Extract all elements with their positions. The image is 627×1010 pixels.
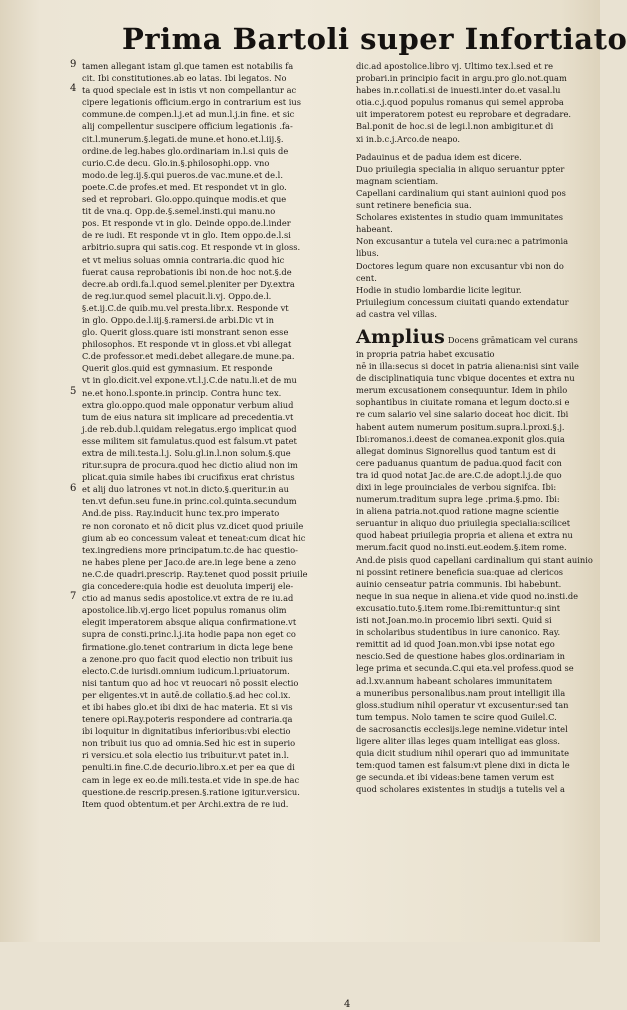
text-line: electo.C.de iurisdi.omnium iudicum.l.priuatorum. xyxy=(82,665,290,676)
text-line: dixi in lege prouinciales de verbou signifca. Ibi: xyxy=(356,482,557,492)
margin-number: 9 xyxy=(70,59,77,70)
text-line: cipere legationis officium.ergo in contrarium est ius xyxy=(82,97,301,108)
decorated-initial: Amplius xyxy=(356,325,446,348)
text-line: re cum salario vel sine salario doceat hoc dicit. Ibi xyxy=(356,409,569,420)
text-line: j.de reb.dub.l.quidam relegatus.ergo implicat quod xyxy=(82,423,297,434)
text-line: ritur.supra de procura.quod hec dictio aliud non im xyxy=(82,460,298,471)
summary-note: sunt retinere beneficia sua. xyxy=(356,200,472,211)
summary-notes xyxy=(356,151,582,320)
margin-number: 4 xyxy=(344,999,351,1010)
text-line: tit de vna.q. Opp.de.§.semel.insti.qui manu.no xyxy=(82,206,276,217)
text-line: et vt melius soluas omnia contraria.dic quod hic xyxy=(82,254,285,265)
text-line: sophantibus in ciuitate romana et legum docto.si e xyxy=(356,397,570,408)
text-line: ne.C.de quadri.prescrip. Ray.tenet quod possit priuile xyxy=(82,568,308,579)
text-line: dic.ad apostolice.libro vj. Ultimo tex.l.sed et re xyxy=(356,61,554,71)
text-line: a muneribus personalibus.nam prout intelligit illa xyxy=(356,687,566,698)
text-line: xi in.b.c.j.Arco.de neapo. xyxy=(356,133,460,144)
text-line: cam in lege ex eo.de mili.testa.et vide in spe.de hac xyxy=(82,774,300,785)
text-line: ad.l.xv.annum habeant scholares immunitatem xyxy=(356,675,553,686)
text-line: probari.in principio facit in argu.pro glo.not.quam xyxy=(356,73,567,84)
text-line: Ibi:romanos.i.deest de comanea.exponit glos.quia xyxy=(356,433,565,444)
text-line: glo. Querit gloss.quare isti monstrant senon esse xyxy=(82,327,289,338)
text-line: neque in sua neque in aliena.et vide quod no.insti.de xyxy=(356,590,579,601)
text-line: modo.de leg.ij.§.qui pueros.de vac.mune.et de.l. xyxy=(82,169,283,180)
text-line: gloss.studium nihil operatur vt excusentur:sed tan xyxy=(356,699,569,710)
text-line: poete.C.de profes.et med. Et respondet vt in glo. xyxy=(82,181,287,192)
text-line: de sacrosanctis ecclesijs.lege nemine.videtur intel xyxy=(356,723,568,734)
left-column xyxy=(82,60,328,810)
text-line: otia.c.j.quod populus romanus qui semel approba xyxy=(356,97,564,108)
running-title: Prima Bartoli super Infortiato xyxy=(122,22,627,56)
text-line: esse militem sit famulatus.quod est falsum.vt patet xyxy=(82,435,297,446)
text-line: gium ab eo concessum valeat et teneat:cum dicat hic xyxy=(82,532,306,543)
amplius-first-line xyxy=(356,326,582,348)
text-line: penulti.in fine.C.de decurio.libro.x.et per ea que di xyxy=(82,762,295,773)
text-line: And.de pisis quod capellani cardinalium qui stant auinio xyxy=(356,554,593,565)
margin-number: 4 xyxy=(70,83,77,95)
text-line: merum excusationem consequuntur. Idem in philo xyxy=(356,385,568,396)
text-line: habent autem numerum positum.supra.l.proxi.§.j. xyxy=(356,421,565,432)
summary-note: Hodie in studio lombardie licite legitur. xyxy=(356,284,522,295)
text-line: habes in.r.collati.si de inuesti.inter do.et vasal.lu xyxy=(356,85,561,96)
text-line: apostolice.lib.vj.ergo licet populus romanus olim xyxy=(82,605,287,616)
summary-note: Doctores legum quare non excusantur vbi non do xyxy=(356,260,564,271)
text-line: tex.ingrediens more principatum.tc.de hac questio- xyxy=(82,544,298,555)
text-line: philosophos. Et responde vt in gloss.et vbi allegat xyxy=(82,339,292,350)
text-line: de disciplinatiquia tunc vbique docentes et extra nu xyxy=(356,373,575,384)
summary-note: Priuilegium concessum ciuitati quando extendatur xyxy=(356,296,569,307)
summary-note: Padauinus et de padua idem est dicere. xyxy=(356,151,522,162)
text-line: lege prima et secunda.C.qui eta.vel profess.quod se xyxy=(356,663,574,674)
text-line: et ibi habes glo.et ibi dixi de hac materia. Et si vis xyxy=(82,701,293,712)
text-line: in propria patria habet excusatio xyxy=(356,348,495,359)
text-line: commune.de compen.l.j.et ad mun.l.j.in fine. et sic xyxy=(82,109,295,120)
summary-note: Scholares existentes in studio quam immunitates xyxy=(356,212,564,223)
text-line: firmatione.glo.tenet contrarium in dicta lege bene xyxy=(82,641,293,652)
text-line: tem:quod tamen est falsum:vt plene dixi in dicta le xyxy=(356,760,570,771)
text-line: ne habes plene per Jaco.de are.in lege bene a zeno xyxy=(82,556,296,567)
text-line: arbitrio.supra qui satis.cog. Et responde vt in gloss. xyxy=(82,242,301,253)
text-line: ctio ad manus sedis apostolice.vt extra de re iu.ad xyxy=(82,593,294,604)
right-column xyxy=(356,60,593,795)
text-line: nisi tantum quo ad hoc vt reuocari nō possit electio xyxy=(82,677,299,688)
text-line: Querit glos.quid est gymnasium. Et responde xyxy=(82,363,273,374)
amplius-first-line-text: Docens grāmaticam vel curans xyxy=(447,334,578,345)
margin-number: 6 xyxy=(70,482,77,494)
text-line: nē in illa:secus si docet in patria aliena:nisi sint vaile xyxy=(356,361,579,372)
text-line: elegit imperatorem absque aliqua confirmatione.vt xyxy=(82,617,297,628)
summary-note: libus. xyxy=(356,248,379,259)
margin-number: 5 xyxy=(70,385,77,397)
text-line: numerum.traditum supra lege .prima.§.pmo. Ibi: xyxy=(356,494,560,505)
text-line: quod habeat priuilegia propria et aliena et extra nu xyxy=(356,530,573,541)
text-line: sed et reprobari. Glo.oppo.quinque modis.et que xyxy=(82,194,287,205)
text-line: isti not.Joan.mo.in procemio libri sexti. Quid si xyxy=(356,615,552,626)
text-line: Bal.ponit de hoc.si de legi.l.non ambigitur.et di xyxy=(356,121,554,132)
text-line: ordine.de leg.habes glo.ordinariam in.l.si quis de xyxy=(82,145,289,156)
text-line: cit.l.munerum.§.legati.de mune.et hono.et.l.iij.§. xyxy=(82,133,284,144)
text-line: auinio censeatur patria communis. Ibi habebunt. xyxy=(356,578,562,589)
text-line: merum.facit quod no.insti.eut.eodem.§.item rome. xyxy=(356,542,567,553)
text-line: remittit ad id quod Joan.mon.vbi ipse notat ego xyxy=(356,639,555,650)
text-line: non tribuit ius quo ad omnia.Sed hic est in superio xyxy=(82,738,296,749)
text-line: a zenone.pro quo facit quod electio non tribuit ius xyxy=(82,653,293,664)
right-column-top-text xyxy=(356,60,582,145)
text-line: extra de mili.testa.l.j. Solu.gl.in.l.non solum.§.que xyxy=(82,448,291,458)
text-line: alij compellentur suscipere officium legationis .fa- xyxy=(82,121,293,132)
text-line: tenere opi.Ray.poteris respondere ad contraria.qa xyxy=(82,714,293,725)
margin-number: 7 xyxy=(70,591,77,603)
text-line: Item quod obtentum.et per Archi.extra de re iud. xyxy=(82,798,289,809)
text-line: ge secunda.et ibi videas:bene tamen verum est xyxy=(356,772,555,783)
text-line: plicat.quia simile habes ibi crucifixus erat christus xyxy=(82,472,295,483)
text-line: in aliena patria.not.quod ratione magne scientie xyxy=(356,506,559,517)
text-line: quod scholares existentes in studijs a tutelis vel a xyxy=(356,784,565,795)
text-line: §.et.ij.C.de quib.mu.vel presta.libr.x. Responde vt xyxy=(82,302,289,313)
text-line: in scholaribus studentibus in iure canonico. Ray. xyxy=(356,627,561,638)
text-line: nescio.Sed de questione habes glos.ordinariam in xyxy=(356,651,565,662)
text-line: And.de piss. Ray.inducit hunc tex.pro imperato xyxy=(82,508,280,519)
text-line: de re iudi. Et responde vt in glo. Item oppo.de.l.si xyxy=(82,230,291,241)
text-line: et alij duo latrones vt not.in dicto.§.queritur.in au xyxy=(82,484,289,495)
text-line: ibi loquitur in dignitatibus inferioribus:vbi electio xyxy=(82,726,291,737)
text-line: gia concedere:quia hodie est deuoluta imperij ele- xyxy=(82,581,294,592)
summary-note: magnam scientiam. xyxy=(356,175,439,186)
text-line: ne.et hono.l.sponte.in princip. Contra hunc tex. xyxy=(82,387,282,398)
summary-note: habeant. xyxy=(356,224,393,235)
text-line: uit imperatorem potest eu reprobare et degradare. xyxy=(356,109,572,120)
text-line: re non coronato et nō dicit plus vz.dicet quod priuile xyxy=(82,520,304,531)
text-line: in glo. Oppo.de.l.iij.§.ramersi.de arbi.Dic vt in xyxy=(82,314,274,325)
summary-note: ad castra vel villas. xyxy=(356,308,438,319)
text-line: extra glo.oppo.quod male opponatur verbum aliud xyxy=(82,399,294,410)
text-line: quia dicit studium nihil operari quo ad immunitate xyxy=(356,748,569,759)
summary-note: cent. xyxy=(356,272,377,283)
text-line: fuerat causa reprobationis ibi non.de hoc not.§.de xyxy=(82,266,292,277)
text-line: per eligentes.vt in autē.de collatio.§.ad hec col.ix. xyxy=(82,689,291,700)
text-line: tra id quod notat Jac.de are.C.de adopt.l.j.de quo xyxy=(356,469,562,480)
text-line: pos. Et responde vt in glo. Deinde oppo.de.l.inder xyxy=(82,218,291,229)
text-line: decre.ab ordi.fa.l.quod semel.pleniter per Dy.extra xyxy=(82,278,295,289)
amplius-section xyxy=(356,325,593,795)
text-line: C.de professor.et medi.debet allegare.de mune.pa. xyxy=(82,351,295,362)
summary-note: Capellani cardinalium qui stant auinioni quod pos xyxy=(356,187,566,198)
text-line: tamen allegant istam gl.que tamen est notabilis fa xyxy=(82,61,294,71)
text-line: questione.de rescrip.presen.§.ratione igitur.versicu. xyxy=(82,786,300,797)
text-line: de reg.iur.quod semel placuit.li.vj. Oppo.de.l. xyxy=(82,290,272,301)
text-line: cere paduanus quantum de padua.quod facit con xyxy=(356,457,562,468)
text-line: seruantur in aliquo duo priuilegia specialia:scilicet xyxy=(356,518,571,529)
text-line: tum tempus. Nolo tamen te scire quod Guilel.C. xyxy=(356,711,557,722)
text-line: ni possint retinere beneficia sua:quae ad clericos xyxy=(356,566,564,577)
text-line: allegat dominus Signorellus quod tantum est di xyxy=(356,445,556,456)
text-line: ligere aliter illas leges quam intelligat eas gloss. xyxy=(356,735,561,746)
summary-note: Non excusantur a tutela vel cura:nec a patrimonia xyxy=(356,236,569,247)
text-line: tum de eius natura sit implicare ad precedentia.vt xyxy=(82,411,294,422)
text-line: ta quod speciale est in istis vt non compellantur ac xyxy=(82,85,297,96)
text-line: curio.C.de decu. Glo.in.§.philosophi.opp. vno xyxy=(82,157,270,168)
text-line: ten.vt defun.seu fune.in princ.col.quinta.secundum xyxy=(82,496,297,507)
text-line: excusatio.tuto.§.item rome.Ibi:remittuntur:q sint xyxy=(356,602,561,613)
text-line: ri versicu.et sola electio ius tribuitur.vt patet in.l. xyxy=(82,750,290,761)
text-line: cit. Ibi constitutiones.ab eo latas. Ibi legatos. No xyxy=(82,73,287,84)
summary-note: Duo priuilegia specialia in aliquo seruantur ppter xyxy=(356,163,565,174)
text-line: vt in glo.dicit.vel expone.vt.l.j.C.de natu.li.et de mu xyxy=(82,375,297,386)
text-line: supra de consti.princ.l.j.ita hodie papa non eget co xyxy=(82,629,296,640)
amplius-body xyxy=(356,348,593,795)
